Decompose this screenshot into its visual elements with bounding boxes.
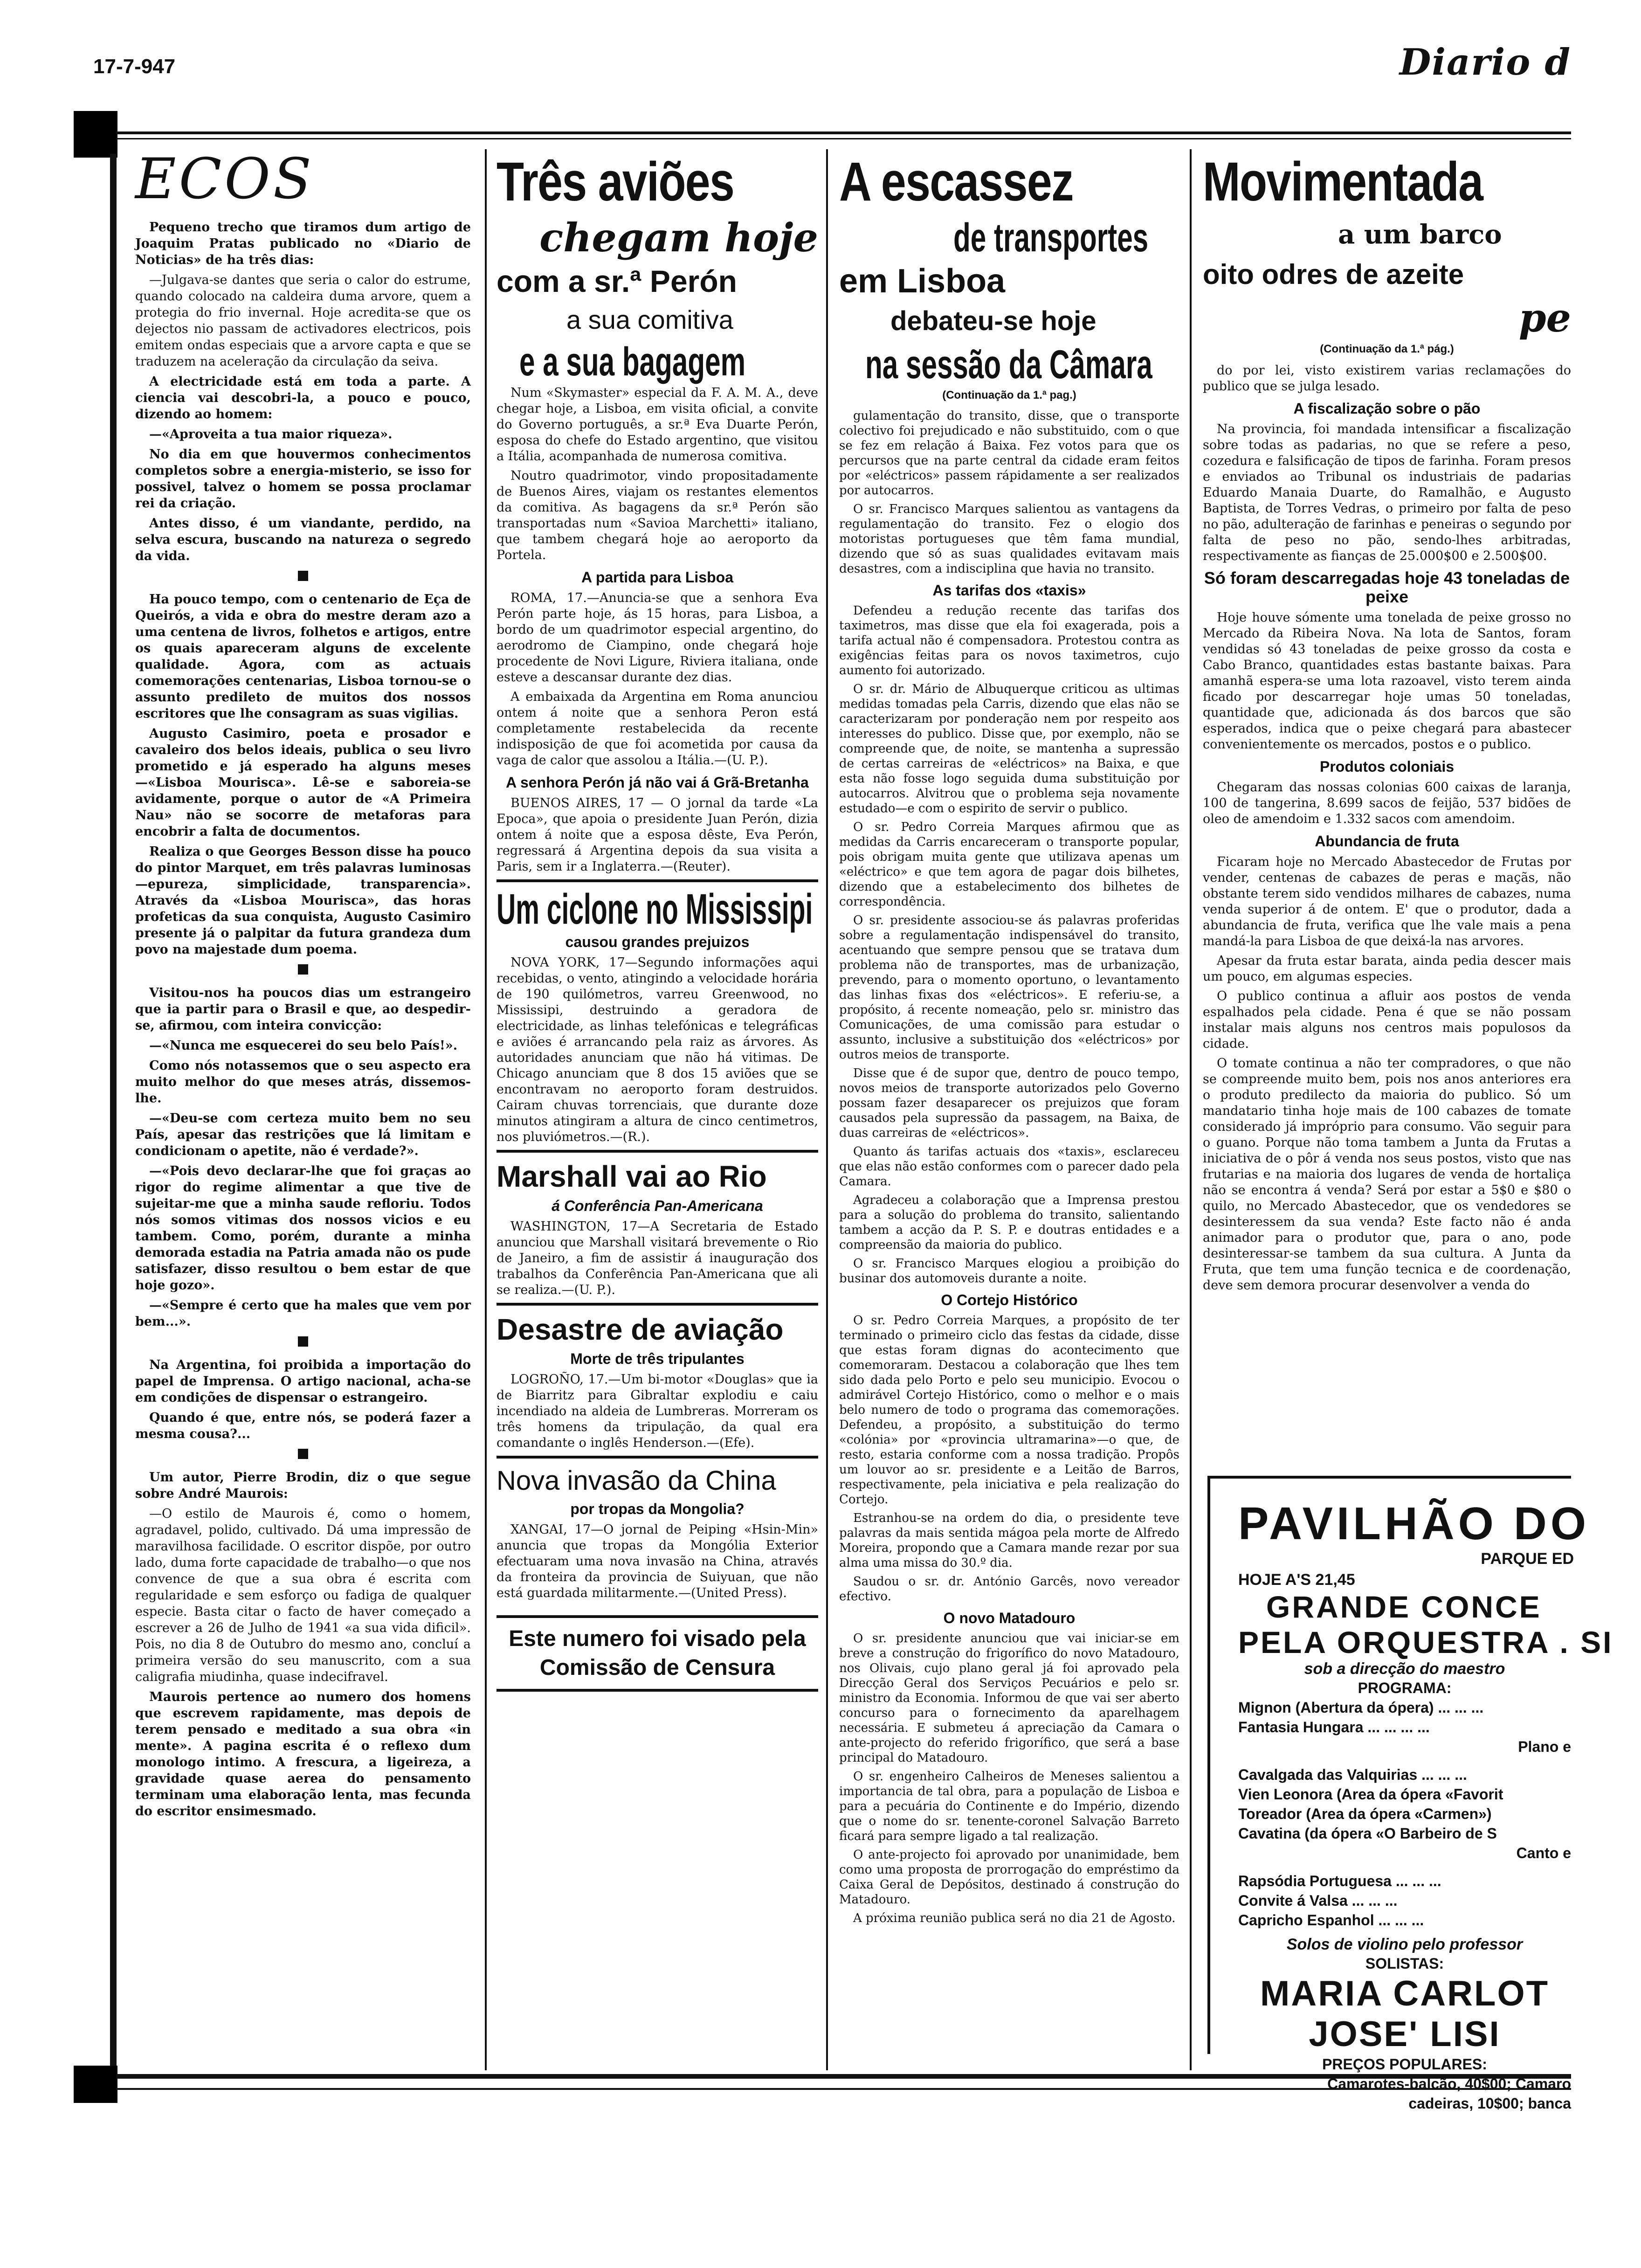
ad-solos: Solos de violino pelo professor [1286, 1936, 1523, 1953]
continuation-note: (Continuação da 1.ª pág.) [1320, 343, 1454, 355]
ecos-paragraph: Augusto Casimiro, poeta e prosador e cavaleiro dos belos ideais, publica o seu livro prometido e já esperado ha alguns meses—«Lisboa Mourisca». Lê-se e saboreia-se avidamente, porque o autor de «A Primeira Nau» não se socorre de metaforas para encobrir a falta de documentos. [135, 726, 471, 839]
subheading: Abundancia de fruta [1315, 833, 1459, 850]
newspaper-name: Diario d [1399, 41, 1571, 83]
subheading: por tropas da Mongolia? [570, 1500, 745, 1517]
ecos-column [135, 149, 471, 2066]
ecos-paragraph: A electricidade está em toda a parte. A ciencia vai descobri-la, a pouco e pouco, dizendo ao homem: [135, 374, 471, 422]
section-square-bullet [298, 571, 308, 581]
china-box [496, 1456, 818, 1601]
subheading: á Conferência Pan-Americana [552, 1197, 763, 1214]
article-paragraph: A próxima reunião publica será no dia 21 de Agosto. [853, 1911, 1176, 1925]
ecos-paragraph: —«Deu-se com certeza muito bem no seu País, apesar das restrições que lá limitam e condicionam o apetite, não é verdade?». [135, 1111, 471, 1158]
ad-program-item: Fantasia Hungara ... ... ... ... [1238, 1719, 1430, 1736]
masthead [70, 41, 1571, 83]
movimentada-headline-4: pe [1518, 295, 1571, 341]
article-paragraph: Disse que é de supor que, dentro de pouco tempo, novos meios de transporte autorizados pelo Governo possam fazer desaparecer os prejuizos que foram causados pela supressão da passagem, na Baixa, de duas carreiras de «eléctricos». [839, 1066, 1179, 1140]
article-paragraph: O tomate continua a não ter compradores, o que não se compreende muito bem, pois nos anos anteriores era o produto predilecto da maioria do publico. Só um mandatario tinha hoje mais de 100 cabazes de tomate considerado já impróprio para consumo. Vão seguir para o guano. Porque não toma tambem a Junta da Frutas a iniciativa de o pôr á venda nos seus postos, visto que nas frutarias e na maioria dos lugares de venda de hortaliça não se encontra á venda? Será por estar a 5$0 e $80 o quilo, no Mercado Abastecedor, que os vendedores se desinteressem da sua venda? Este facto não é anda animador para o produtor que, para o ano, pode desinteressar-se tambem da sua cultura. A Junta da Fruta, que tem uma função tecnica e de coordenação, deve sem demora procurar desenvolver a venda do [1203, 1056, 1571, 1293]
avioes-headline-4: a sua comitiva [566, 305, 733, 334]
issue-date: 17-7-947 [93, 55, 176, 78]
top-rule-thin [117, 138, 1571, 139]
ad-soloist-name: MARIA CARLOT [1260, 1974, 1549, 2013]
subheading: O novo Matadouro [943, 1610, 1076, 1626]
column-divider-2 [826, 149, 828, 2070]
ad-program-item: Vien Leonora (Area da ópera «Favorit [1238, 1786, 1503, 1803]
article-paragraph: Hoje houve sómente uma tonelada de peixe grosso no Mercado da Ribeira Nova. Na lota de Santos, foram vendidas só 43 toneladas de peixe grosso da costa e Cabo Branco, quantidades estas bastante baixas. Para amanhã espera-se uma lota razoavel, visto terem ainda ficado por descarregar hoje umas 50 toneladas, quantidade que, adicionada ás dos barcos que são esperados, indica que o peixe chegará para abastecer convenientemente os mercados, postos e o publico. [1203, 610, 1571, 752]
article-paragraph: O sr. presidente associou-se ás palavras proferidas sobre a regulamentação indispensável do transito, acentuando que sempre pensou que se tratava dum problema não de transportes, mas de urbanização, prevendo, para o momento oportuno, o levantamento das linhas fixas dos «eléctricos». E referiu-se, a propósito, á recente nomeação, pelo sr. ministro das Comunicações, de uma comissão para estudar o assunto, inclusive a substituição dos «eléctricos» por outros meios de transporte. [839, 913, 1179, 1062]
subheading: As tarifas dos «taxis» [932, 582, 1086, 599]
ad-programa: PROGRAMA: [1358, 1680, 1452, 1696]
article-paragraph: Saudou o sr. dr. António Garcês, novo vereador efectivo. [839, 1575, 1179, 1604]
ecos-paragraph: Visitou-nos ha poucos dias um estrangeiro que ia partir para o Brasil e que, ao despedir-se, afirmou, com inteira convicção: [135, 986, 471, 1033]
article-paragraph: O sr. engenheiro Calheiros de Meneses salientou a importancia de tal obra, para a população de Lisboa e para a pecuária do Continente e do Império, dizendo que o nome do sr. tenente-coronel Salvação Barreto ficará para sempre ligado a tal realização. [839, 1770, 1179, 1843]
ecos-paragraph: Realiza o que Georges Besson disse ha pouco do pintor Marquet, em três palavras luminosas—epureza, simplicidade, transparencia». Através da «Lisboa Mourisca», das horas profeticas da sua conquista, Augusto Casimiro presente já o palpitar da futura grandeza dum povo na majestade dum poema. [135, 844, 471, 957]
article-paragraph: Defendeu a redução recente das tarifas dos taximetros, mas disse que ela foi exagerada, pois a tarifa actual não é compensadora. Protestou contra as exigências feitas para os novos taximetros, cujo aumento foi autorizado. [839, 604, 1179, 678]
ecos-paragraph: —«Sempre é certo que ha males que vem por bem...». [135, 1298, 471, 1329]
article-paragraph: Chegaram das nossas colonias 600 caixas de laranja, 100 de tangerina, 8.699 sacos de feijão, 537 bidões de oleo de amendoim e 1.332 sacos com amendoim. [1203, 780, 1571, 826]
ad-program-item: Mignon (Abertura da ópera) ... ... ... [1238, 1699, 1484, 1716]
china-headline: Nova invasão da China [496, 1466, 776, 1496]
marshall-headline: Marshall vai ao Rio [496, 1160, 767, 1193]
continuation-note: (Continuação da 1.ª pag.) [942, 389, 1076, 401]
movimentada-headline: Movimentada [1203, 151, 1483, 213]
top-rule [117, 131, 1571, 134]
ad-program-item: Toreador (Area da ópera «Carmen») [1238, 1805, 1492, 1822]
article-paragraph: Noutro quadrimotor, vindo propositadamente de Buenos Aires, viajam os restantes elementos da comitiva. As bagagens da sr.ª Perón são transportadas num «Savioa Marchetti» italiano, que tambem chegará hoje ao aeroporto da Portela. [496, 469, 818, 562]
left-black-bar-bottom [74, 2066, 117, 2103]
ecos-paragraph: —Julgava-se dantes que seria o calor do estrume, quando colocado na caldeira duma arvore, quem a protegia do frio invernal. Hoje acredita-se que os dejectos nio passam de activadores electricos, pois emitem ondas especiais que a arvore capta e que se traduzem na aceleração da circulação da seiva. [135, 273, 471, 369]
section-square-bullet [298, 1449, 308, 1459]
avioes-headline-2: chegam hoje [539, 214, 818, 261]
subheading: O Cortejo Histórico [941, 1292, 1078, 1308]
escassez-headline-3: em Lisboa [839, 263, 1006, 300]
ad-soloist-name: JOSE' LISI [1309, 2014, 1501, 2054]
desastre-box [496, 1303, 818, 1451]
subheading: causou grandes prejuizos [565, 933, 750, 950]
ad-program-item: Rapsódia Portuguesa ... ... ... [1238, 1873, 1441, 1889]
article-paragraph: O sr. presidente anunciou que vai iniciar-se em breve a construção do frigorífico do novo Matadouro, nos Olivais, cujo plano geral já foi aprovado pela Direcção Geral dos Serviços Pecuários e pelo sr. ministro da Economia. Informou de que vai ser aberto concurso para o fornecimento da aparelhagem necessária. E submeteu á apreciação da Camara o ante-projecto do referido frigorífico, que será a base principal do Matadouro. [839, 1632, 1179, 1765]
ecos-paragraph: —«Aproveita a tua maior riqueza». [149, 427, 393, 442]
section-square-bullet [298, 964, 308, 975]
ad-program-item: Cavalgada das Valquirias ... ... ... [1238, 1766, 1467, 1783]
ecos-paragraph: No dia em que houvermos conhecimentos completos sobre a energia-misterio, se isso for possivel, talvez o homem se possa proclamar rei da criação. [135, 447, 471, 511]
ecos-title: ECOS [135, 147, 314, 212]
desastre-headline: Desastre de aviação [496, 1313, 784, 1346]
article-paragraph: NOVA YORK, 17—Segundo informações aqui recebidas, o vento, atingindo a velocidade horária de 190 quilómetros, varreu Greenwood, no Mississipi, destruindo a geradora de electricidade, as linhas telefónicas e telegráficas e aviões é arrancando pela raiz as árvores. As autoridades anunciam que não há vitimas. De Chicago anunciam que 8 dos 15 aviões que se encontravam no aeroporto foram destruidos. Cairam chuvas torrenciais, que durante doze minutos atingiram a altura de cinco centimetros, nos pluviómetros.—(R.). [496, 955, 818, 1144]
escassez-headline: A escassez [839, 151, 1073, 213]
ecos-paragraph: —O estilo de Maurois é, como o homem, agradavel, polido, cultivado. Dá uma impressão de maravilhosa facilidade. O escritor dispõe, por outro lado, duma forte capacidade de trabalho—o que nos convence de que a sua obra é escrita com regularidade e sem esforço ou fadiga de qualquer especie. Basta citar o facto de haver começado a escrever a 26 de Julho de 1941 «a sua vida dificil». Pois, no dia 8 de Outubro do mesmo ano, concluí a primeira versão do seu manuscrito, com a sua caligrafia miudinha, quase indecifravel. [135, 1507, 471, 1684]
article-paragraph: O ante-projecto foi aprovado por unanimidade, bem como uma proposta de prorrogação do empréstimo da Caixa Geral de Depósitos, destinado á construção do Matadouro. [839, 1848, 1179, 1907]
ecos-paragraph: Pequeno trecho que tiramos dum artigo de Joaquim Pratas publicado no «Diario de Noticias» de ha três dias: [135, 220, 471, 267]
ad-program-item: Canto e [1516, 1845, 1571, 1861]
subheading: Morte de três tripulantes [570, 1350, 745, 1367]
escassez-headline-5: na sessão da Câmara [865, 342, 1152, 387]
avioes-column [496, 149, 818, 2066]
section-square-bullet [298, 1336, 308, 1347]
article-paragraph: Na provincia, foi mandada intensificar a fiscalização sobre todas as padarias, no que se refere a peso, cozedura e falsificação de tipos de farinha. Foram presos e enviados ao Tribunal os industriais de padarias Eduardo Manaia Duarte, do Ramalhão, e Augusto Baptista, de Torres Vedras, o primeiro por falta de peso no pão, adulteração de farinhas e peneiras o segundo por falta de peso no pão, sendo-lhes arbitradas, respectivamente as fianças de 25.000$00 e 2.500$00. [1203, 422, 1571, 563]
ecos-paragraph: Na Argentina, foi proibida a importação do papel de Imprensa. O artigo nacional, acha-se em condições de dispensar o estrangeiro. [135, 1358, 471, 1405]
left-vertical-rule [110, 154, 117, 2075]
ad-price-line: Camarotes-balcão, 40$00; Camaro [1327, 2075, 1571, 2092]
ad-subtitle: PARQUE ED [1481, 1550, 1574, 1568]
avioes-headline-5: e a sua bagagem [519, 339, 746, 384]
ad-conductor: sob a direcção do maestro [1304, 1660, 1505, 1678]
article-paragraph: O sr. dr. Mário de Albuquerque criticou as ultimas medidas tomadas pela Carris, dizendo que elas não se caracterizaram por ponderação nem por respeito aos interesses do publico. Disse que, por exemplo, não se compreende que, de noite, se mantenha a supressão de certas carreiras de «eléctricos» na Baixa, e que esta não fosse logo seguida duma substituição por autocarros. Alvitrou que o problema seja novamente estudado—e com o espirito de servir o publico. [839, 682, 1179, 816]
article-paragraph: XANGAI, 17—O jornal de Peiping «Hsin-Min» anuncia que tropas da Mongólia Exterior efectuaram uma nova invasão na China, através da fronteira da provincia de Suiyuan, que não está guardada militarmente.—(United Press). [496, 1522, 818, 1600]
ad-program-item: Plano e [1518, 1738, 1571, 1755]
article-paragraph: Num «Skymaster» especial da F. A. M. A., deve chegar hoje, a Lisboa, em visita oficial, a convite do Governo português, a sr.ª Eva Duarte Perón, esposa do chefe do Estado argentino, que visitou a Itália, acompanhada de numerosa comitiva. [496, 386, 818, 463]
ad-time: HOJE A'S 21,45 [1238, 1571, 1355, 1589]
ad-line: PELA ORQUESTRA . SI [1238, 1625, 1613, 1660]
article-paragraph: O sr. Pedro Correia Marques afirmou que as medidas da Carris encareceram o transporte popular, pois obrigam muita gente que utilizava apenas um «eléctrico» e que tem agora de pagar dois bilhetes, dizendo que a estabelecimento dos bilhetes de correspondência. [839, 820, 1179, 909]
ad-precos: PREÇOS POPULARES: [1322, 2056, 1487, 2073]
ciclone-headline: Um ciclone no Mississipi [496, 885, 813, 933]
article-paragraph: Agradeceu a colaboração que a Imprensa prestou para a solução do problema do transito, salientando tambem a acção da P. S. P. e doutras entidades e a compreensão da maioria do publico. [839, 1193, 1179, 1252]
article-paragraph: ROMA, 17.—Anuncia-se que a senhora Eva Perón parte hoje, ás 15 horas, para Lisboa, a bordo de um quadrimotor especial argentino, do aerodromo de Ciampino, onde chegará hoje procedente de Novi Ligure, Riviera italiana, onde esteve a descansar durante dez dias. [496, 591, 818, 685]
escassez-headline-4: debateu-se hoje [890, 306, 1096, 336]
ecos-paragraph: —«Nunca me esquecerei do seu belo País!». [149, 1038, 458, 1053]
censorship-notice: Este numero foi visado pela Comissão de Censura [496, 1615, 818, 1692]
article-paragraph: Apesar da fruta estar barata, ainda pedia descer mais um pouco, em algumas especies. [1203, 954, 1571, 984]
subheading: Produtos coloniais [1319, 758, 1455, 775]
article-paragraph: Estranhou-se na ordem do dia, o presidente teve palavras da mais sentida mágoa pela morte de Alfredo Moreira, propondo que a Camara mande rezar por sua alma uma missa do 30.º dia. [839, 1511, 1179, 1570]
ecos-paragraph: Como nós notassemos que o seu aspecto era muito melhor do que meses atrás, dissemos-lhe. [135, 1058, 471, 1106]
avioes-headline: Três aviões [496, 151, 734, 213]
ciclone-box [496, 879, 818, 1145]
article-paragraph: Quanto ás tarifas actuais dos «taxis», esclareceu que elas não estão conformes com o parecer dado pela Camara. [839, 1145, 1179, 1189]
subheading: A partida para Lisboa [581, 569, 733, 586]
ad-line: GRANDE CONCE [1266, 1590, 1542, 1624]
article-paragraph: O publico continua a afluir aos postos de venda espalhados pela cidade. Pena é que se não possam instalar mais alguns nos centros mais populosos da cidade. [1203, 989, 1571, 1051]
escassez-column [839, 149, 1179, 2066]
ecos-paragraph: Um autor, Pierre Brodin, diz o que segue sobre André Maurois: [135, 1470, 471, 1501]
article-paragraph: O sr. Francisco Marques elogiou a proibição do businar dos automoveis durante a noite. [839, 1257, 1179, 1286]
marshall-box [496, 1150, 818, 1298]
ecos-paragraph: Quando é que, entre nós, se poderá fazer a mesma cousa?... [135, 1411, 471, 1441]
subheading: A senhora Perón já não vai á Grã-Bretanha [506, 774, 809, 791]
pavilhao-advertisement [1207, 1476, 1613, 2112]
escassez-headline-2: de transportes [953, 215, 1149, 260]
subheading: A fiscalização sobre o pão [1293, 400, 1481, 417]
ecos-paragraph: —«Pois devo declarar-lhe que foi graças ao rigor do regime alimentar a que tive de sujeitar-me que a minha saude refloriu. Todos nós somos vitimas dos nossos vicios e eu tambem. Como, porém, durante a minha demorada estadia na Patria amada não os pude satisfazer, disso resultou o bem estar de que hoje gozo». [135, 1164, 471, 1293]
article-paragraph: gulamentação do transito, disse, que o transporte colectivo foi prejudicado e não substituido, com o que se fez em relação á Baixa. Fez votos para que os percursos que na parte central da cidade eram feitos por «eléctricos» passem rápidamente a ser realizados por autocarros. [839, 409, 1179, 498]
ad-program-item: Capricho Espanhol ... ... ... [1238, 1912, 1424, 1929]
ad-title: PAVILHÃO DO [1238, 1498, 1590, 1549]
article-paragraph: O sr. Pedro Correia Marques, a propósito de ter terminado o primeiro ciclo das festas da cidade, disse que estas foram dignas do acontecimento que comemoraram. Destacou a colaboração que lhes tem sido dada pelo Porto e pelo seu municipio. Evocou o admirável Cortejo Histórico, como o melhor e o mais belo numero de todo o programa das comemorações. Defendeu, a propósito, a substituição do termo «colónia» por «provincia ultramarina»—o que, de resto, estaria conforme com a nossa tradição. Propôs um louvor ao sr. presidente e a Leitão de Barros, respectivamente, pela iniciativa e pela realização do Cortejo. [839, 1314, 1179, 1507]
article-paragraph: do por lei, visto existirem varias reclamações do publico que se julga lesado. [1203, 363, 1571, 394]
ecos-paragraph: Antes disso, é um viandante, perdido, na selva escura, buscando na natureza o segredo da vida. [135, 516, 471, 563]
ad-program-item: Convite á Valsa ... ... ... [1238, 1892, 1398, 1909]
article-paragraph: BUENOS AIRES, 17 — O jornal da tarde «La Epoca», que apoia o presidente Juan Perón, dizia ontem á noite que a esposa dêste, Eva Perón, regressará á Argentina depois da sua visita a Paris, sem ir a Inglaterra.—(Reuter). [496, 796, 818, 874]
ad-price-line: cadeiras, 10$00; banca [1408, 2095, 1571, 2112]
left-black-bar-top [74, 111, 117, 158]
subheading: Só foram descarregadas hoje 43 toneladas de peixe [1204, 568, 1570, 606]
ad-program-item: Cavatina (da ópera «O Barbeiro de S [1238, 1825, 1497, 1842]
movimentada-column [1203, 149, 1571, 1469]
ecos-paragraph: Ha pouco tempo, com o centenario de Eça de Queirós, a vida e obra do mestre deram azo a uma centena de livros, folhetos e artigos, entre os quais apareceram alguns de excelente qualidade. Agora, com as actuais comemorações centenarias, Lisboa tornou-se o assunto predileto de muitos dos nossos escritores que lhe consagram as suas vigilias. [135, 592, 471, 721]
ad-solistas: SOLISTAS: [1365, 1955, 1444, 1972]
column-divider-3 [1190, 149, 1192, 2070]
movimentada-headline-2: a um barco [1338, 219, 1502, 250]
article-paragraph: A embaixada da Argentina em Roma anunciou ontem á noite que a senhora Peron está completamente restabelecida da recente indisposição de que foi acometida por causa da vaga de calor que assolou a Itália.—(U. P.). [496, 690, 818, 768]
article-paragraph: WASHINGTON, 17—A Secretaria de Estado anunciou que Marshall visitará brevemente o Rio de Janeiro, a fim de assistir á inauguração dos trabalhos da Conferência Pan-Americana que ali se realiza.—(U. P.). [496, 1219, 818, 1297]
article-paragraph: O sr. Francisco Marques salientou as vantagens da regulamentação do transito. Fez o elogio dos motoristas portugueses que têm fama mundial, dizendo que só as suas qualidades evitavam mais desastres, com a indisciplina que havia no transito. [839, 502, 1179, 576]
avioes-headline-3: com a sr.ª Perón [496, 264, 737, 298]
article-paragraph: Ficaram hoje no Mercado Abastecedor de Frutas por vender, centenas de cabazes de peras e maçãs, não obstante terem sido vendidos milhares de cabazes, numa venda superior á de ontem. E' que o produtor, dada a abundancia de fruta, verifica que lhe vale mais a pena mandá-la para Lisboa de que deixá-la nas arvores. [1203, 855, 1571, 948]
ecos-paragraph: Maurois pertence ao numero dos homens que escrevem rapidamente, mas depois de terem pensado e meditado a sua obra «in mente». A pagina escrita é o reflexo dum monologo intimo. A frescura, a ligeireza, a gravidade quase aerea do pensamento terminam uma elaboração lenta, mas fecunda do escritor ensimesmado. [135, 1690, 471, 1819]
column-divider-1 [485, 149, 487, 2070]
article-paragraph: LOGROÑO, 17.—Um bi-motor «Douglas» que ia de Biarritz para Gibraltar explodiu e caiu incendiado na aldeia de Lumbreras. Morreram os três homens da tripulação, da qual era comandante o inglês Henderson.—(Efe). [496, 1372, 818, 1450]
movimentada-headline-3: oito odres de azeite [1203, 259, 1464, 290]
